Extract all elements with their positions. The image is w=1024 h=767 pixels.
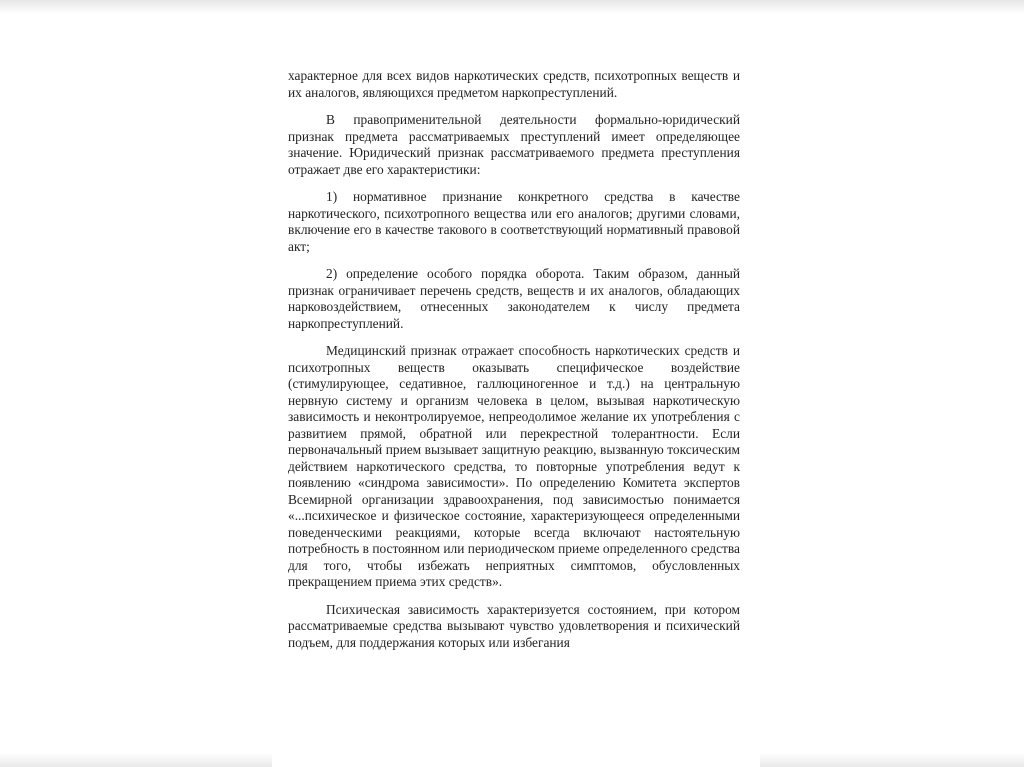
paragraph-legal-characteristic-1: 1) нормативное признание конкретного средства в качестве наркотического, психотропного вещества или его аналогов; другими словами, включение его в качестве такового в соответствующий нормативный правовой акт; (288, 189, 740, 254)
document-body (288, 68, 740, 651)
paragraph-continuation: характерное для всех видов наркотических средств, психотропных веществ и их аналогов, являющихся предметом наркопреступлений. (288, 68, 740, 100)
document-page (272, 60, 760, 767)
paragraph-legal-characteristic-2: 2) определение особого порядка оборота. Таким образом, данный признак ограничивает перечень средств, веществ и их аналогов, обладающих нарковоздействием, отнесенных законодателем к числу предмета наркопреступлений. (288, 266, 740, 331)
paragraph-legal-sign-intro: В правоприменительной деятельности формально-юридический признак предмета рассматриваемых преступлений имеет определяющее значение. Юридический признак рассматриваемого предмета преступления отражает две его характеристики: (288, 112, 740, 177)
paragraph-psychic-dependence: Психическая зависимость характеризуется состоянием, при котором рассматриваемые средства вызывают чувство удовлетворения и психический подъем, для поддержания которых или избегания (288, 601, 740, 650)
paragraph-medical-sign: Медицинский признак отражает способность наркотических средств и психотропных веществ оказывать специфическое воздействие (стимулирующее, седативное, галлюциногенное и т.д.) на центральную нервную систему и организм человека в целом, вызывая наркотическую зависимость и неконтролируемое, непреодолимое желание их употребления с развитием прямой, обратной или перекрестной толерантности. Если первоначальный прием вызывает защитную реакцию, вызванную токсическим действием наркотического средства, то повторные употребления ведут к появлению «синдрома зависимости». По определению Комитета экспертов Всемирной организации здравоохранения, под зависимостью понимается «...психическое и физическое состояние, характеризующееся определенными поведенческими реакциями, которые всегда включают настоятельную потребность в постоянном или периодическом приеме определенного средства для того, чтобы избежать неприятных симптомов, обусловленных прекращением приема этих средств». (288, 343, 740, 589)
